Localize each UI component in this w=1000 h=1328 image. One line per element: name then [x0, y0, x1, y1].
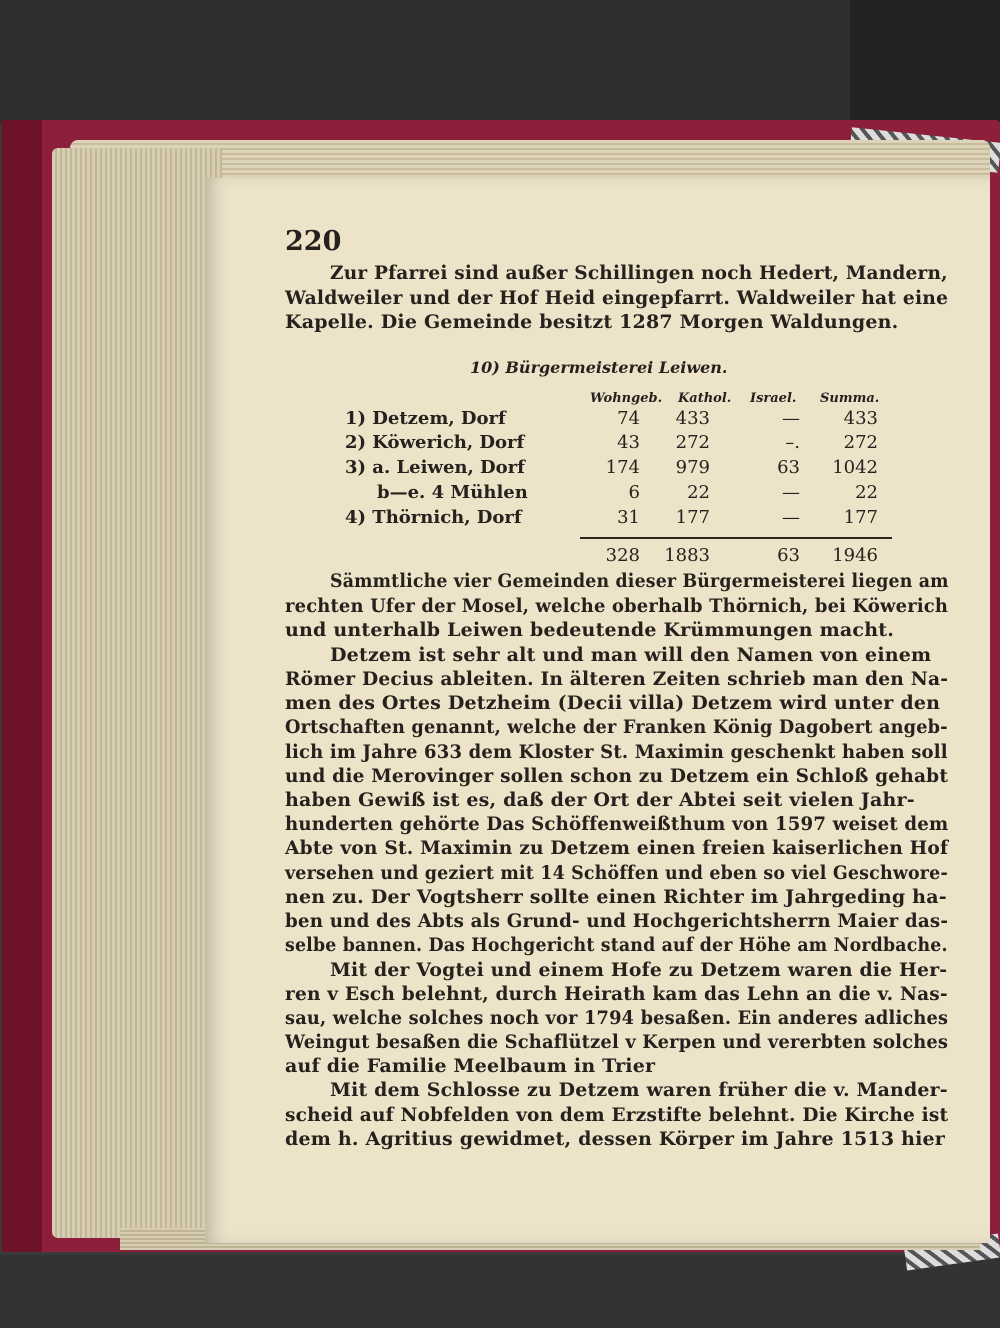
body-line: scheid auf Nobfelden von dem Erzstifte belehnt. Die Kirche ist — [285, 1104, 949, 1126]
cell-israel: –. — [785, 432, 800, 453]
intro-line: Kapelle. Die Gemeinde besitzt 1287 Morgen Waldungen. — [285, 311, 899, 333]
page-edges-left — [52, 148, 222, 1238]
cell-israel: — — [782, 482, 800, 503]
body-line: Mit der Vogtei und einem Hofe zu Detzem waren die Her- — [330, 959, 948, 981]
body-line: und unterhalb Leiwen bedeutende Krümmungen macht. — [285, 619, 895, 641]
cell-kathol: 433 — [675, 408, 710, 429]
intro-line: Zur Pfarrei sind außer Schillingen noch Hedert, Mandern, — [330, 262, 948, 284]
cell-kathol: 22 — [687, 482, 710, 503]
column-header-israel: Israel. — [750, 391, 797, 406]
body-line: versehen und geziert mit 14 Schöffen und eben so viel Geschwore- — [285, 862, 948, 884]
cell-wohngeb: 31 — [617, 507, 640, 528]
book-cover-shade — [2, 120, 42, 1252]
intro-line: Waldweiler und der Hof Heid eingepfarrt. Waldweiler hat eine — [285, 287, 949, 309]
body-line: ben und des Abts als Grund- und Hochgerichtsherrn Maier das- — [285, 910, 949, 932]
cell-israel: — — [782, 507, 800, 528]
cell-summa: 272 — [843, 432, 878, 453]
body-line: Sämmtliche vier Gemeinden dieser Bürgermeisterei liegen am — [330, 570, 949, 592]
cell-summa: 22 — [855, 482, 878, 503]
table-row-label: b—e. 4 Mühlen — [377, 482, 528, 503]
cell-israel: 63 — [777, 457, 800, 478]
body-line: rechten Ufer der Mosel, welche oberhalb Thörnich, bei Köwerich — [285, 595, 949, 617]
body-line: Abte von St. Maximin zu Detzem einen freien kaiserlichen Hof — [285, 837, 949, 859]
body-line: lich im Jahre 633 dem Kloster St. Maximin geschenkt haben soll — [285, 741, 948, 763]
table-row-label: 4) Thörnich, Dorf — [345, 507, 522, 528]
column-header-wohngeb: Wohngeb. — [590, 391, 663, 406]
column-header-summa: Summa. — [820, 391, 880, 406]
table-row-label: 1) Detzem, Dorf — [345, 408, 506, 429]
total-israel: 63 — [777, 545, 800, 566]
cell-summa: 1042 — [832, 457, 878, 478]
table-row-label: 3) a. Leiwen, Dorf — [345, 457, 525, 478]
cell-kathol: 177 — [675, 507, 710, 528]
total-kathol: 1883 — [664, 545, 710, 566]
column-header-kathol: Kathol. — [678, 391, 732, 406]
body-line: selbe bannen. Das Hochgericht stand auf der Höhe am Nordbache. — [285, 934, 948, 956]
cell-summa: 433 — [843, 408, 878, 429]
table-row-label: 2) Köwerich, Dorf — [345, 432, 525, 453]
total-summa: 1946 — [832, 545, 878, 566]
cell-kathol: 272 — [675, 432, 710, 453]
total-wohngeb: 328 — [605, 545, 640, 566]
totals-rule — [580, 537, 892, 539]
cell-kathol: 979 — [675, 457, 710, 478]
cell-wohngeb: 6 — [628, 482, 640, 503]
cell-israel: — — [782, 408, 800, 429]
background-bottom — [0, 1255, 1000, 1328]
page-number: 220 — [285, 226, 342, 257]
body-line: men des Ortes Detzheim (Decii villa) Detzem wird unter den — [285, 692, 941, 714]
body-line: hunderten gehörte Das Schöffenweißthum von 1597 weiset dem — [285, 813, 949, 835]
body-line: Weingut besaßen die Schaflützel v Kerpen und vererbten solches — [285, 1031, 949, 1053]
body-line: nen zu. Der Vogtsherr sollte einen Richter im Jahrgeding ha- — [285, 886, 947, 908]
body-line: haben Gewiß ist es, daß der Ort der Abtei seit vielen Jahr- — [285, 789, 915, 811]
table-caption: 10) Bürgermeisterei Leiwen. — [470, 358, 728, 377]
body-line: und die Merovinger sollen schon zu Detzem ein Schloß gehabt — [285, 765, 949, 787]
cell-wohngeb: 74 — [617, 408, 640, 429]
body-line: Detzem ist sehr alt und man will den Namen von einem — [330, 644, 932, 666]
body-line: dem h. Agritius gewidmet, dessen Körper im Jahre 1513 hier — [285, 1128, 945, 1150]
cell-summa: 177 — [843, 507, 878, 528]
cell-wohngeb: 43 — [617, 432, 640, 453]
body-line: sau, welche solches noch vor 1794 besaßen. Ein anderes adliches — [285, 1007, 949, 1029]
body-line: Ortschaften genannt, welche der Franken König Dagobert angeb- — [285, 716, 948, 738]
cell-wohngeb: 174 — [605, 457, 640, 478]
body-line: ren v Esch belehnt, durch Heirath kam das Lehn an die v. Nas- — [285, 983, 948, 1005]
body-line: auf die Familie Meelbaum in Trier — [285, 1055, 656, 1077]
body-line: Römer Decius ableiten. In älteren Zeiten schrieb man den Na- — [285, 668, 949, 690]
body-line: Mit dem Schlosse zu Detzem waren früher die v. Mander- — [330, 1079, 948, 1101]
